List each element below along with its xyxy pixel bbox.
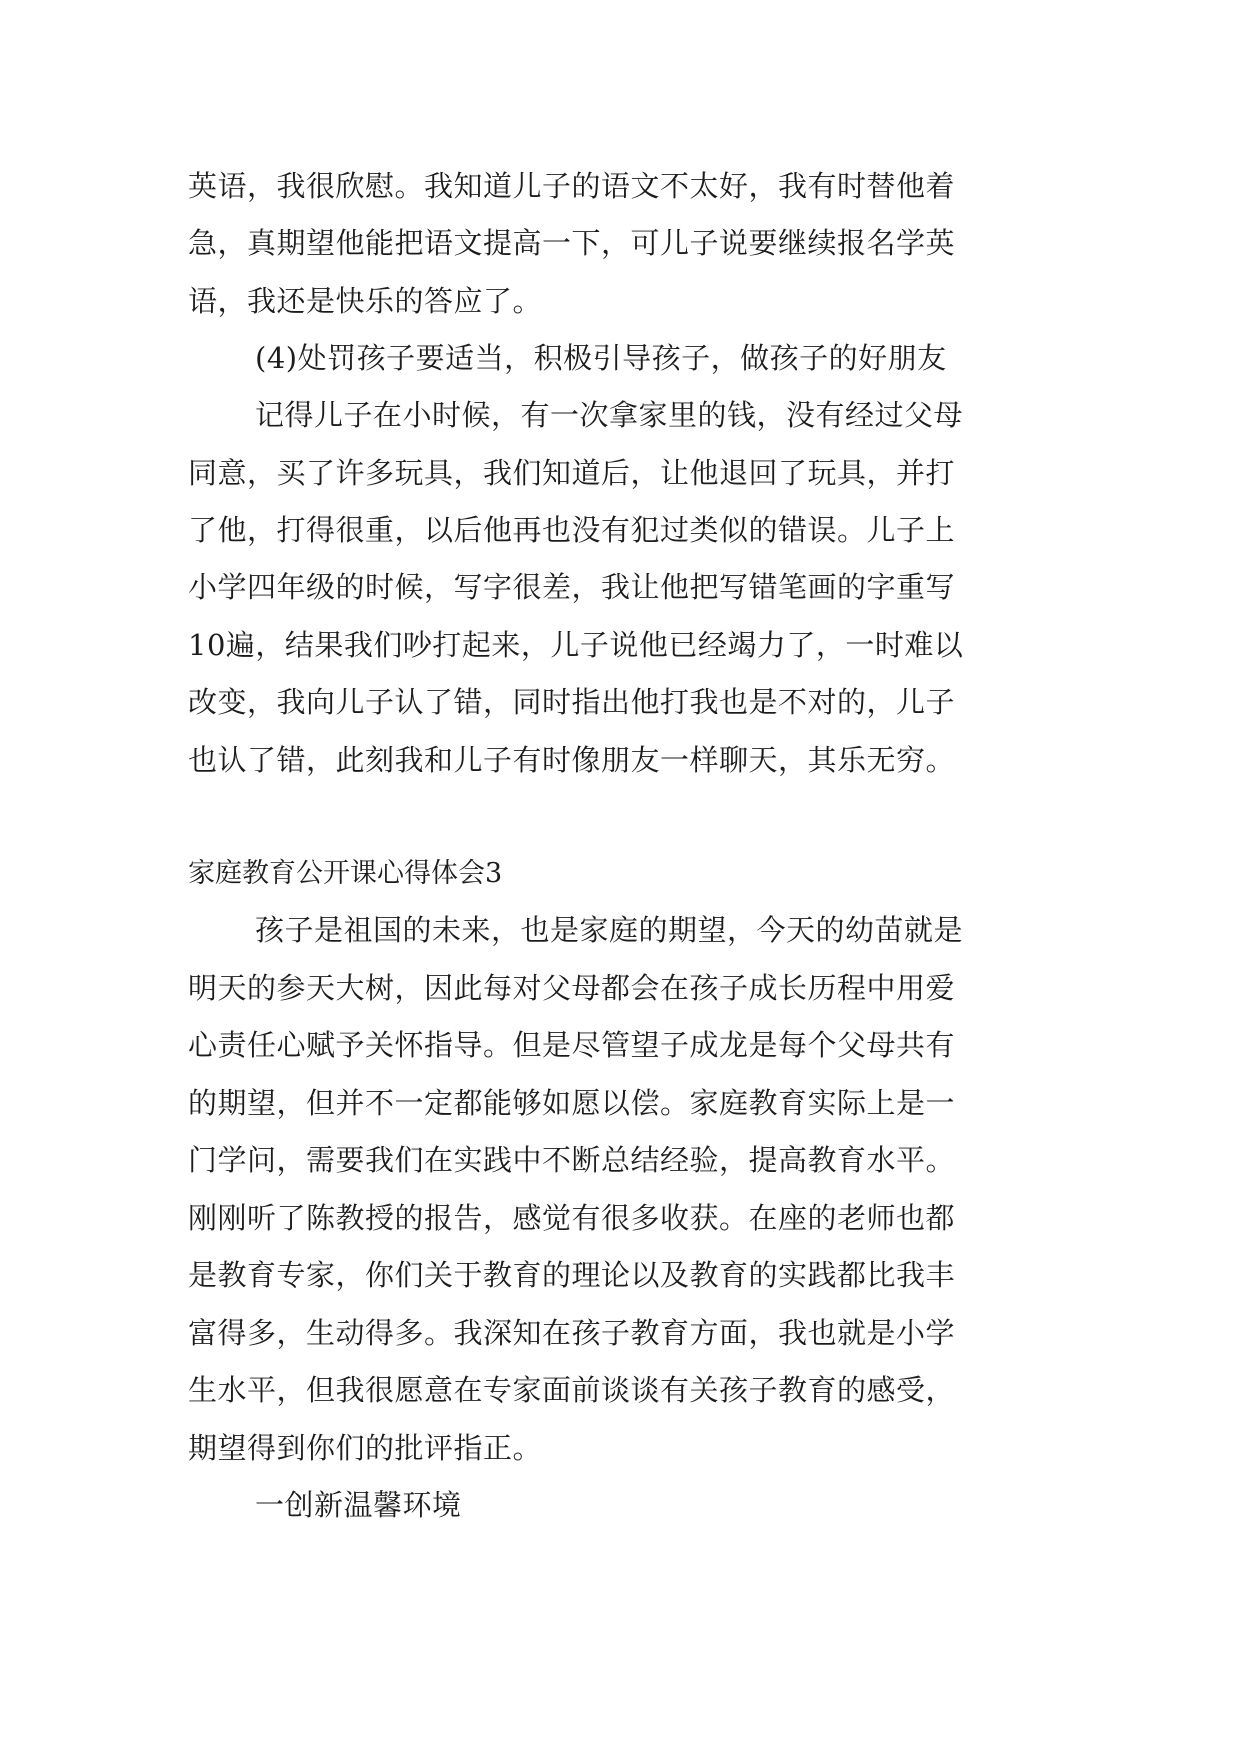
section-heading: 家庭教育公开课心得体会3 bbox=[188, 858, 503, 889]
paragraph-line: 心责任心赋予关怀指导。但是尽管望子成龙是每个父母共有 bbox=[188, 1028, 956, 1062]
paragraph-line: 生水平，但我很愿意在专家面前谈谈有关孩子教育的感受， bbox=[188, 1373, 956, 1407]
point-4-heading: (4)处罚孩子要适当，积极引导孩子，做孩子的好朋友 bbox=[255, 341, 947, 375]
paragraph-line: 是教育专家，你们关于教育的理论以及教育的实践都比我丰 bbox=[188, 1258, 956, 1292]
subheading: 一创新温馨环境 bbox=[255, 1488, 462, 1522]
paragraph-line: 同意，买了许多玩具，我们知道后，让他退回了玩具，并打 bbox=[188, 456, 956, 490]
paragraph-line: 英语，我很欣慰。我知道儿子的语文不太好，我有时替他着 bbox=[188, 169, 956, 203]
paragraph-line: 刚刚听了陈教授的报告，感觉有很多收获。在座的老师也都 bbox=[188, 1201, 956, 1235]
paragraph-line: 门学问，需要我们在实践中不断总结经验，提高教育水平。 bbox=[188, 1143, 956, 1177]
paragraph-line: 改变，我向儿子认了错，同时指出他打我也是不对的，儿子 bbox=[188, 685, 956, 719]
paragraph-line: 孩子是祖国的未来，也是家庭的期望，今天的幼苗就是 bbox=[255, 913, 964, 947]
paragraph-line: 语，我还是快乐的答应了。 bbox=[188, 284, 543, 318]
paragraph-line: 10遍，结果我们吵打起来，儿子说他已经竭力了，一时难以 bbox=[188, 628, 964, 662]
paragraph-line: 富得多，生动得多。我深知在孩子教育方面，我也就是小学 bbox=[188, 1316, 956, 1350]
paragraph-line: 急，真期望他能把语文提高一下，可儿子说要继续报名学英 bbox=[188, 226, 956, 260]
paragraph-line: 的期望，但并不一定都能够如愿以偿。家庭教育实际上是一 bbox=[188, 1086, 956, 1120]
paragraph-line: 明天的参天大树，因此每对父母都会在孩子成长历程中用爱 bbox=[188, 971, 956, 1005]
paragraph-line: 了他，打得很重，以后他再也没有犯过类似的错误。儿子上 bbox=[188, 513, 956, 547]
paragraph-line: 记得儿子在小时候，有一次拿家里的钱，没有经过父母 bbox=[255, 398, 964, 432]
paragraph-line: 期望得到你们的批评指正。 bbox=[188, 1431, 543, 1465]
paragraph-line: 小学四年级的时候，写字很差，我让他把写错笔画的字重写 bbox=[188, 570, 956, 604]
paragraph-line: 也认了错，此刻我和儿子有时像朋友一样聊天，其乐无穷。 bbox=[188, 743, 956, 777]
